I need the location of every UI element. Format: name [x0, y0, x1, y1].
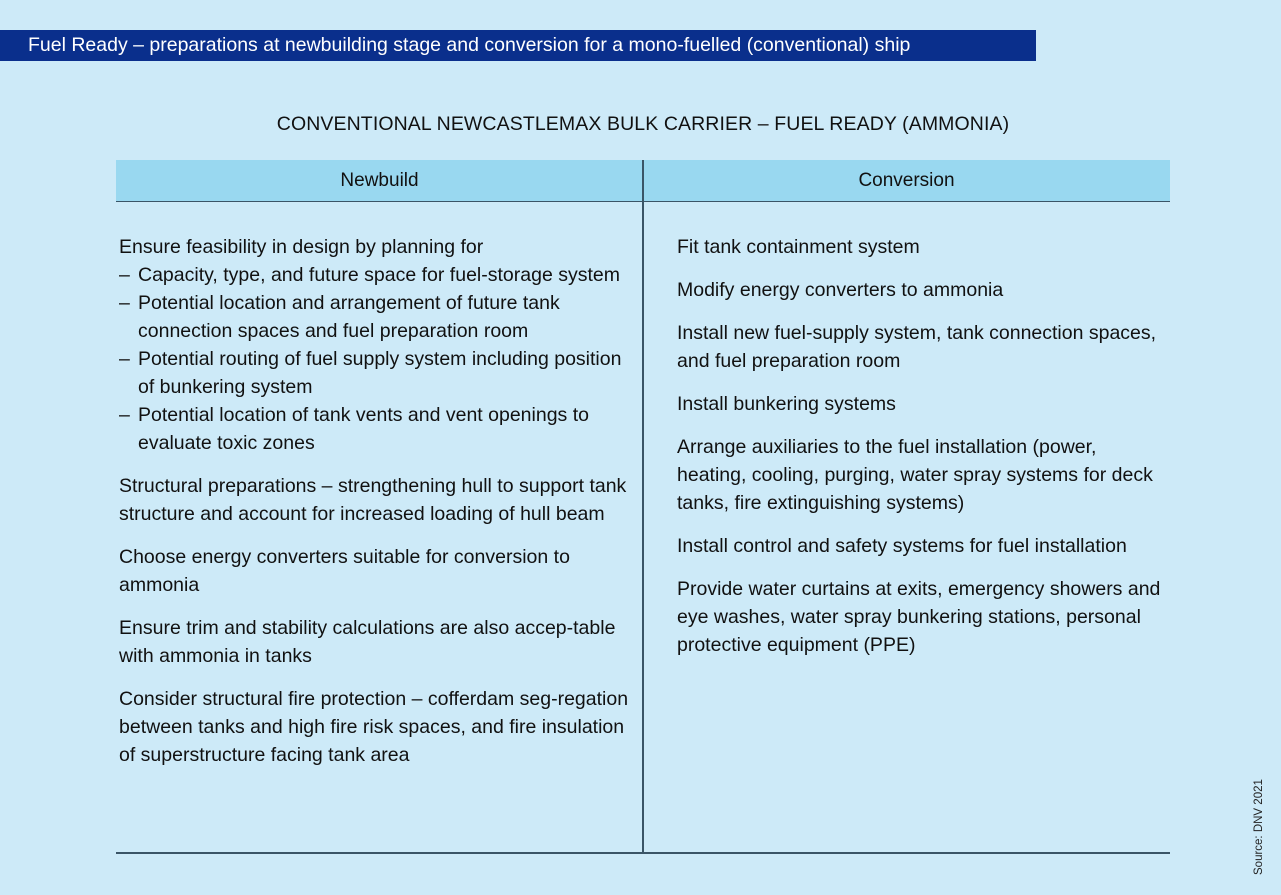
newbuild-item: Structural preparations – strengthening hull to support tank structure and account for increased loading of hull beam — [119, 475, 627, 525]
source-note: Source: DNV 2021 — [1253, 779, 1265, 875]
newbuild-bullet-list — [119, 261, 639, 457]
conversion-item: Provide water curtains at exits, emergency showers and eye washes, water spray bunkering stations, personal protective equipment (PPE) — [677, 578, 1161, 656]
list-item: – Potential location and arrangement of future tank connection spaces and fuel preparation room — [119, 289, 639, 345]
conversion-column — [677, 233, 1170, 674]
conversion-item: Install bunkering systems — [677, 393, 896, 415]
conversion-item: Modify energy converters to ammonia — [677, 279, 1004, 301]
conversion-item: Install new fuel-supply system, tank connection spaces, and fuel preparation room — [677, 322, 1157, 372]
banner-title: Fuel Ready – preparations at newbuilding stage and conversion for a mono-fuelled (conventional) ship — [0, 30, 1036, 61]
list-item: – Potential routing of fuel supply system including position of bunkering system — [119, 345, 639, 401]
newbuild-item: Choose energy converters suitable for conversion to ammonia — [119, 546, 570, 596]
dash-marker: – — [119, 292, 130, 314]
dash-marker: – — [119, 264, 130, 286]
list-item: – Potential location of tank vents and vent openings to evaluate toxic zones — [119, 401, 639, 457]
conversion-item: Install control and safety systems for fuel installation — [677, 535, 1127, 557]
conversion-item: Arrange auxiliaries to the fuel installation (power, heating, cooling, purging, water spray systems for deck tanks, fire extinguishing systems) — [677, 436, 1153, 514]
header-conversion: Conversion — [858, 170, 955, 191]
dash-marker: – — [119, 348, 130, 370]
newbuild-column — [119, 233, 639, 784]
newbuild-item: Ensure trim and stability calculations are also accep-table with ammonia in tanks — [119, 617, 616, 667]
table-title: CONVENTIONAL NEWCASTLEMAX BULK CARRIER – FUEL READY (AMMONIA) — [276, 113, 1010, 135]
newbuild-item: Consider structural fire protection – cofferdam seg-regation between tanks and high fire risk spaces, and fire insulation of superstructure facing tank area — [119, 688, 629, 766]
list-item: – Capacity, type, and future space for fuel-storage system — [119, 261, 639, 289]
conversion-item: Fit tank containment system — [677, 236, 920, 258]
comparison-table — [116, 160, 1170, 854]
column-divider — [642, 160, 644, 854]
table-bottom-rule — [116, 852, 1170, 854]
dash-marker: – — [119, 404, 130, 426]
header-newbuild: Newbuild — [340, 170, 419, 191]
newbuild-intro: Ensure feasibility in design by planning for — [119, 236, 484, 258]
